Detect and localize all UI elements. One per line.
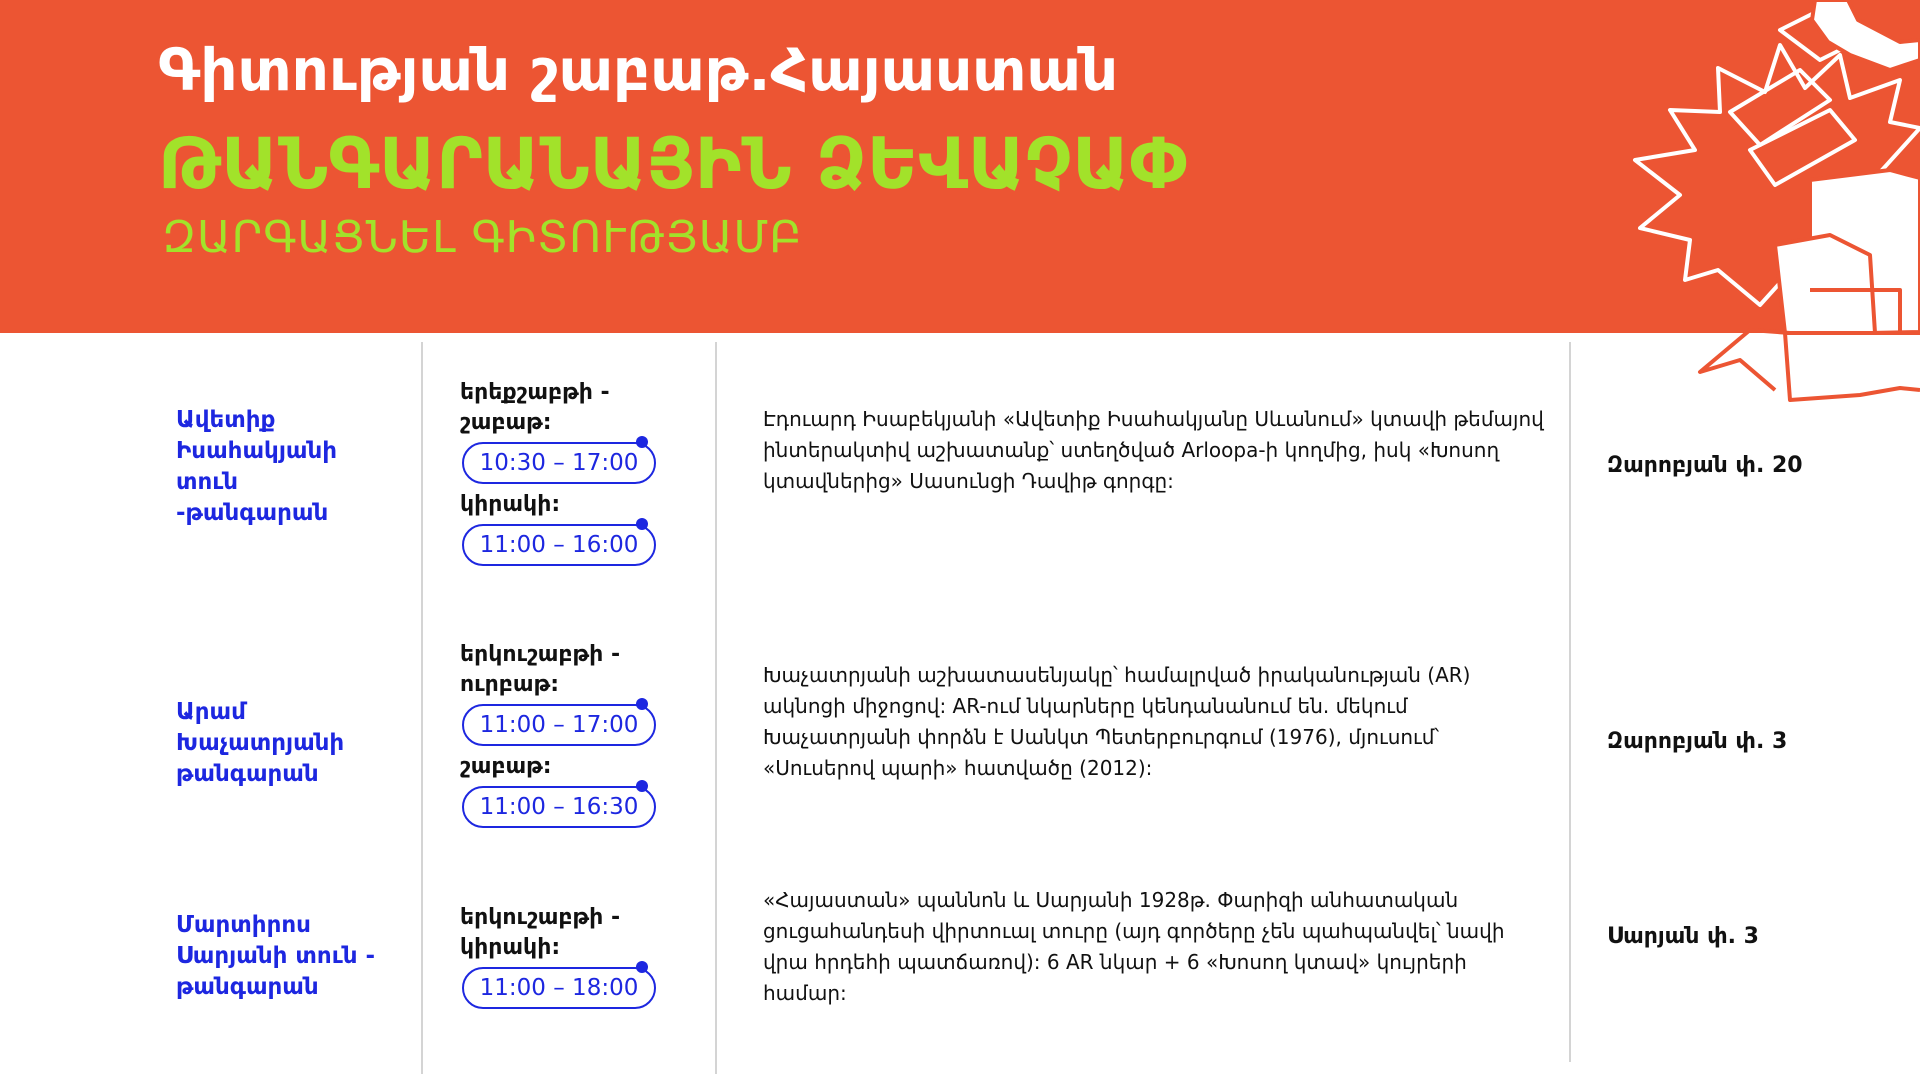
time-range-text: 11:00 – 18:00 bbox=[479, 975, 639, 1001]
museum-description: Խաչատրյանի աշխատասենյակը՝ համալրված իրականության (AR) ակնոցի միջոցով: AR-ում նկարները կենդանանում են. մեկում Խաչատրյանի փորձն է Սանկտ Պետերբուրգում (1976), մյուսում՝ «Սուսերով պարի» հատվածը (2012): bbox=[763, 663, 1471, 780]
schedule-days-label: երեքշաբթի - շաբաթ: bbox=[460, 380, 610, 435]
pill-dot-icon bbox=[636, 436, 648, 448]
time-range-pill bbox=[462, 786, 656, 828]
time-range-text: 11:00 – 16:00 bbox=[479, 532, 639, 558]
opening-hours bbox=[460, 378, 700, 572]
schedule-days-label: երկուշաբթի - ուրբաթ: bbox=[460, 642, 621, 697]
time-range-pill bbox=[462, 967, 656, 1009]
column-divider bbox=[1569, 342, 1571, 1062]
museum-name: Մարտիրոս Սարյանի տուն - թանգարան bbox=[176, 912, 376, 1000]
pill-dot-icon bbox=[636, 780, 648, 792]
schedule-days-label: շաբաթ: bbox=[460, 754, 552, 779]
banner-title: Գիտության շաբաթ.Հայաստան bbox=[158, 36, 1119, 104]
museum-address: Զարոբյան փ. 3 bbox=[1607, 729, 1788, 754]
time-range-pill bbox=[462, 442, 656, 484]
schedule-days-label: երկուշաբթի - կիրակի: bbox=[460, 905, 621, 960]
column-divider bbox=[421, 342, 423, 1074]
banner-headline: ԹԱՆԳԱՐԱՆԱՅԻՆ ՁԵՎԱՉԱՓ bbox=[158, 123, 1188, 205]
museum-name: Արամ Խաչատրյանի թանգարան bbox=[176, 699, 345, 787]
schedule-days-label: կիրակի: bbox=[460, 492, 561, 517]
pill-dot-icon bbox=[636, 698, 648, 710]
time-range-text: 11:00 – 17:00 bbox=[479, 712, 639, 738]
museum-name: Ավետիք Իսահակյանի տուն -թանգարան bbox=[176, 407, 338, 526]
museum-description: «Հայաստան» պաննոն և Սարյանի 1928թ. Փարիզի անհատական ցուցահանդեսի վիրտուալ տուրը (այդ գործերը չեն պահպանվել՝ նավի վրա հրդեհի պատճառով): 6 AR նկար + 6 «Խոսող կտավ» կույրերի համար: bbox=[763, 888, 1505, 1005]
opening-hours bbox=[460, 903, 700, 1015]
column-divider bbox=[715, 342, 717, 1074]
museum-address: Զարոբյան փ. 20 bbox=[1607, 453, 1803, 478]
banner-subheadline: ԶԱՐԳԱՑՆԵԼ ԳԻՏՈՒԹՅԱՄԲ bbox=[162, 212, 803, 263]
time-range-text: 11:00 – 16:30 bbox=[479, 794, 639, 820]
pill-dot-icon bbox=[636, 518, 648, 530]
pill-dot-icon bbox=[636, 961, 648, 973]
time-range-text: 10:30 – 17:00 bbox=[479, 450, 639, 476]
museum-address: Սարյան փ. 3 bbox=[1607, 924, 1759, 949]
time-range-pill bbox=[462, 704, 656, 746]
museum-description: Էդուարդ Իսաբեկյանի «Ավետիք Իսահակյանը Սևանում» կտավի թեմայով ինտերակտիվ աշխատանք՝ ստեղծված Arloopa-ի կողմից, իսկ «Խոսող կտավներից» Սասունցի Դավիթ գորգը: bbox=[763, 407, 1544, 493]
time-range-pill bbox=[462, 524, 656, 566]
decorative-burst-illustration bbox=[1600, 0, 1920, 420]
opening-hours bbox=[460, 640, 700, 834]
